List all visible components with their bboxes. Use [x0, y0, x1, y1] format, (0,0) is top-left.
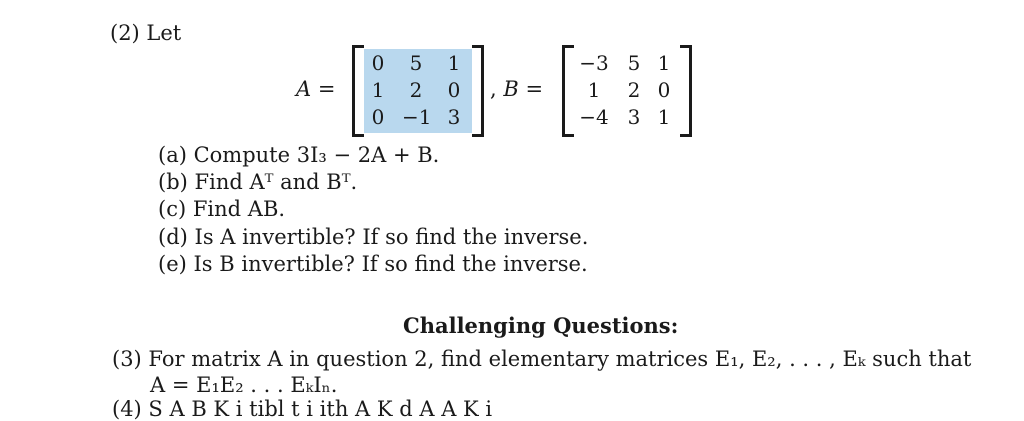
matrix-b-right-bracket — [680, 45, 692, 137]
matrix-a-label: A = — [296, 77, 336, 101]
part-tag: (d) — [158, 225, 188, 249]
matrix-a — [352, 45, 484, 137]
matrix-a-right-bracket — [472, 45, 484, 137]
section-heading: Challenging Questions: — [403, 313, 679, 338]
matrix-b-left-bracket — [562, 45, 574, 137]
matrix-a-cell: 0 — [447, 78, 461, 102]
part-text: Is A invertible? If so find the inverse. — [194, 225, 589, 249]
matrix-b-cell: 1 — [657, 105, 671, 129]
matrix-b-cell: 1 — [587, 78, 601, 102]
part-d — [158, 225, 588, 249]
part-a — [158, 143, 439, 167]
part-c — [158, 197, 285, 221]
matrix-b-cell: −3 — [579, 51, 609, 75]
part-b — [158, 170, 357, 194]
question-2-label: (2) Let — [110, 21, 182, 45]
matrix-a-cell: 2 — [409, 78, 423, 102]
part-text: Find AB. — [192, 197, 286, 221]
part-text: Is B invertible? If so find the inverse. — [193, 252, 588, 276]
matrix-a-left-bracket — [352, 45, 364, 137]
question-3-line-1: (3) For matrix A in question 2, find elementary matrices E₁, E₂, . . . , Eₖ such that — [112, 347, 972, 371]
part-tag: (c) — [158, 197, 187, 221]
question-4-partial: (4) S A B K i tibl t i ith A K d A A K i — [112, 397, 493, 421]
matrix-b-cell: 0 — [657, 78, 671, 102]
part-text: Find Aᵀ and Bᵀ. — [194, 170, 358, 194]
part-tag: (e) — [158, 252, 187, 276]
matrix-a-cell: 5 — [409, 51, 423, 75]
matrix-a-cell: 0 — [371, 51, 385, 75]
part-tag: (b) — [158, 170, 188, 194]
matrix-a-cell: −1 — [402, 105, 432, 129]
matrix-b-cell: 1 — [657, 51, 671, 75]
matrix-b-cell: 3 — [627, 105, 641, 129]
part-tag: (a) — [158, 143, 187, 167]
matrix-b-cell: 5 — [627, 51, 641, 75]
matrix-a-cell: 0 — [371, 105, 385, 129]
matrix-b-cell: −4 — [579, 105, 609, 129]
part-text: Compute 3I₃ − 2A + B. — [193, 143, 440, 167]
matrix-b — [562, 45, 692, 137]
matrix-b-cell: 2 — [627, 78, 641, 102]
part-e — [158, 252, 588, 276]
matrix-a-cell: 3 — [447, 105, 461, 129]
question-3-line-2: A = E₁E₂ . . . EₖIₙ. — [150, 373, 338, 397]
matrix-a-cell: 1 — [371, 78, 385, 102]
matrix-a-cell: 1 — [447, 51, 461, 75]
matrix-b-label: , B = — [490, 77, 544, 101]
